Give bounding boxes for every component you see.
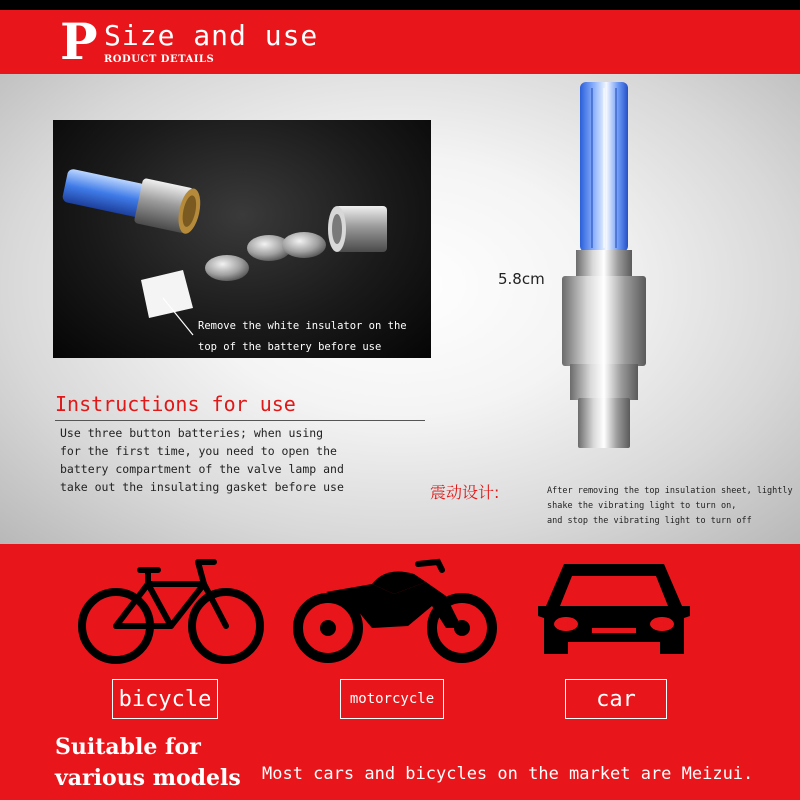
- vibration-title: 震动设计:: [430, 483, 500, 502]
- metal-body: [562, 276, 646, 366]
- valve-light-tube: [60, 162, 204, 235]
- motorcycle-icon: [286, 556, 504, 668]
- insulator-note-line2: top of the battery before use: [198, 341, 382, 353]
- instructions-divider: [55, 420, 425, 421]
- white-insulator: [141, 270, 193, 318]
- suitable-heading: [55, 732, 241, 794]
- market-note: Most cars and bicycles on the market are Meizui.: [262, 764, 754, 784]
- header-title: Size and use: [104, 19, 319, 52]
- instructions-body: [60, 424, 380, 496]
- instructions-line: for the first time, you need to open the: [60, 444, 337, 458]
- vibration-line: After removing the top insulation sheet, lightly: [547, 486, 793, 496]
- valve-cap: [328, 206, 387, 252]
- suitable-line1: Suitable for: [55, 734, 201, 760]
- vehicle-label-motorcycle: motorcycle: [340, 679, 444, 719]
- vibration-line: and stop the vibrating light to turn off: [547, 516, 752, 526]
- header-big-letter: P: [60, 12, 98, 71]
- vehicle-label-car: car: [565, 679, 667, 719]
- vibration-line: shake the vibrating light to turn on,: [547, 501, 737, 511]
- header-subtitle: RODUCT DETAILS: [104, 54, 215, 65]
- instructions-title: Instructions for use: [55, 392, 296, 416]
- car-icon: [534, 554, 694, 672]
- section-header: [0, 10, 800, 74]
- instructions-line: take out the insulating gasket before use: [60, 480, 344, 494]
- battery-3: [282, 232, 326, 258]
- vehicle-label-bicycle: bicycle: [112, 679, 218, 719]
- instructions-line: battery compartment of the valve lamp and: [60, 462, 344, 476]
- instructions-line: Use three button batteries; when using: [60, 426, 324, 440]
- insulator-note-line1: Remove the white insulator on the: [198, 320, 407, 332]
- insulator-note: [198, 316, 428, 358]
- top-black-strip: [0, 0, 800, 10]
- battery-1: [205, 255, 249, 281]
- dimension-label: 5.8cm: [498, 270, 545, 288]
- bicycle-icon: [76, 556, 266, 668]
- suitable-line2: various models: [55, 765, 241, 791]
- valve-light-product: [540, 80, 660, 480]
- vibration-body: [547, 484, 797, 529]
